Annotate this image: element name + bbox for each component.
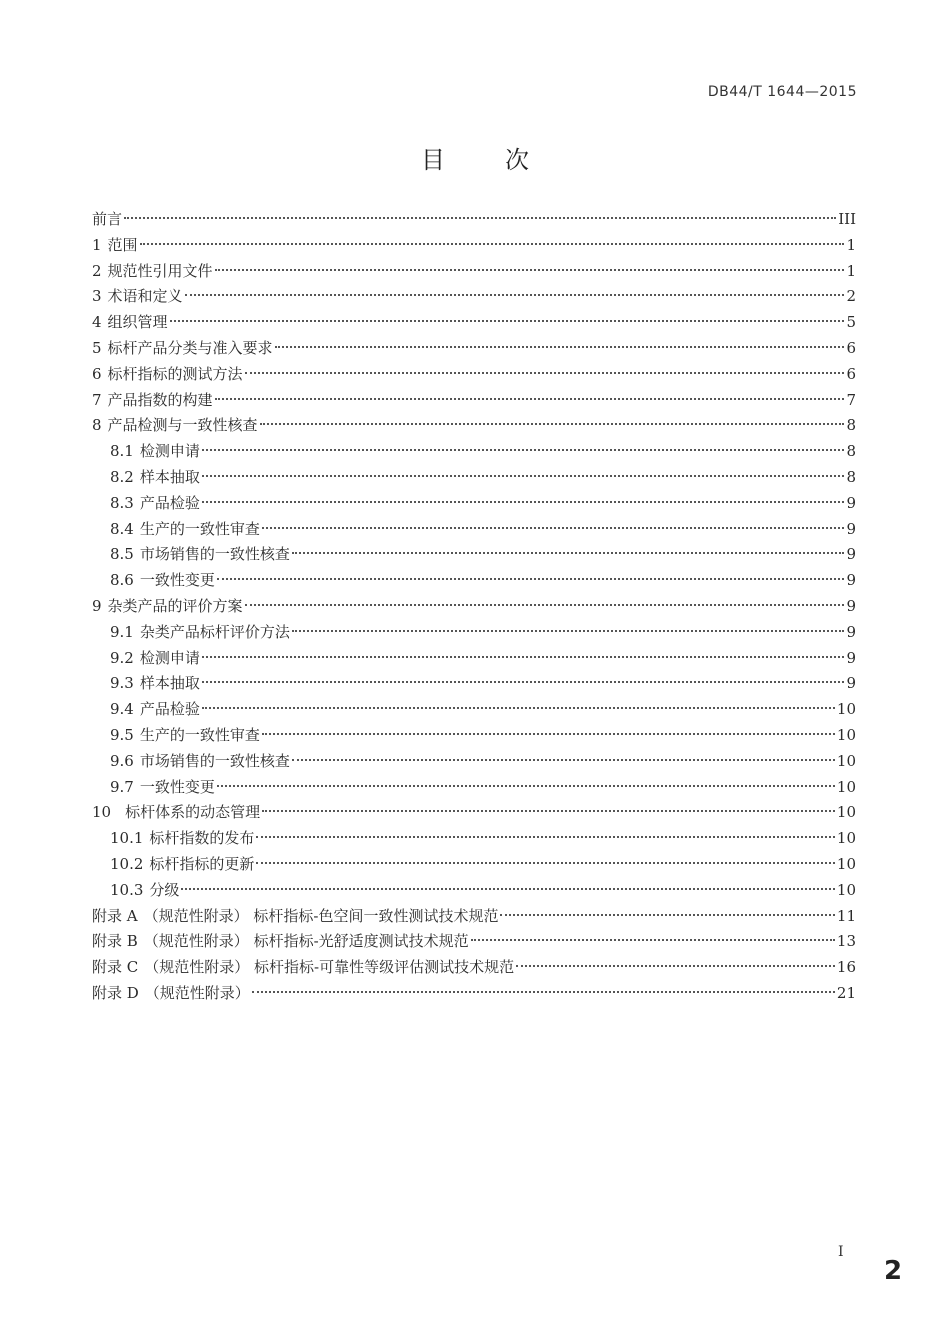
toc-entry[interactable] — [92, 413, 856, 439]
toc-entry[interactable] — [92, 388, 856, 414]
toc-entry-number: 附录 B — [92, 932, 138, 951]
toc-entry-page: 6 — [846, 364, 856, 383]
toc-entry-page: 5 — [846, 313, 856, 332]
toc-entry[interactable] — [92, 491, 856, 517]
toc-entry-number: 9.7 — [110, 777, 134, 796]
dot-leader — [217, 578, 845, 580]
toc-entry-page: 9 — [846, 596, 856, 615]
toc-entry-number: 4 — [92, 313, 102, 332]
toc-entry[interactable] — [92, 439, 856, 465]
toc-entry-label: 产品检验 — [139, 493, 200, 512]
toc-entry[interactable] — [92, 542, 856, 568]
dot-leader — [262, 810, 835, 812]
toc-entry-number: 附录 A — [92, 906, 138, 925]
toc-entry-label: 杂类产品标杆评价方法 — [139, 622, 290, 641]
toc-entry-page: 10 — [836, 725, 856, 744]
dot-leader — [516, 965, 835, 967]
dot-leader — [292, 630, 845, 632]
toc-entry[interactable] — [92, 646, 856, 672]
toc-entry-number: 10.2 — [110, 854, 144, 873]
toc-entry-number: 8 — [92, 416, 102, 435]
toc-entry[interactable] — [92, 207, 856, 233]
dot-leader — [256, 836, 834, 838]
dot-leader — [262, 527, 845, 529]
toc-entry[interactable] — [92, 620, 856, 646]
toc-entry-page: 10 — [836, 880, 856, 899]
dot-leader — [202, 449, 845, 451]
toc-entry-page: 10 — [836, 777, 856, 796]
toc-entry[interactable] — [92, 310, 856, 336]
toc-entry-number: 6 — [92, 364, 102, 383]
toc-entry-label: （规范性附录） — [144, 983, 250, 1002]
toc-entry-number: 10 — [92, 803, 112, 822]
toc-entry[interactable] — [92, 697, 856, 723]
roman-page-number: I — [838, 1244, 844, 1260]
toc-entry[interactable] — [92, 336, 856, 362]
dot-leader — [140, 243, 845, 245]
dot-leader — [124, 217, 836, 219]
dot-leader — [202, 501, 845, 503]
dot-leader — [217, 785, 835, 787]
toc-entry-number: 附录 C — [92, 958, 139, 977]
dot-leader — [256, 862, 834, 864]
toc-entry-page: 10 — [836, 829, 856, 848]
toc-entry-number: 9.1 — [110, 622, 134, 641]
dot-leader — [202, 656, 845, 658]
toc-entry-number: 1 — [92, 235, 102, 254]
toc-entry[interactable] — [92, 826, 856, 852]
toc-entry-page: 2 — [846, 287, 856, 306]
toc-entry[interactable] — [92, 878, 856, 904]
toc-entry-label: 市场销售的一致性核查 — [139, 545, 290, 564]
dot-leader — [215, 269, 845, 271]
document-code: DB44/T 1644—2015 — [707, 84, 857, 100]
dot-leader — [292, 759, 835, 761]
toc-entry-number: 9.5 — [110, 725, 134, 744]
toc-title-char: 目 — [421, 146, 445, 174]
toc-entry-number: 2 — [92, 261, 102, 280]
toc-entry-page: 9 — [846, 674, 856, 693]
toc-entry-page: 9 — [846, 622, 856, 641]
toc-entry-page: 1 — [846, 235, 856, 254]
toc-entry[interactable] — [92, 749, 856, 775]
toc-entry-page: 6 — [846, 338, 856, 357]
dot-leader — [215, 398, 845, 400]
toc-entry-page: 11 — [836, 906, 856, 925]
toc-entry-label: 前言 — [92, 210, 123, 228]
toc-entry-label: 一致性变更 — [139, 777, 215, 796]
dot-leader — [185, 294, 845, 296]
toc-title — [0, 140, 950, 175]
dot-leader — [260, 423, 845, 425]
toc-entry[interactable] — [92, 723, 856, 749]
toc-entry-label: 标杆指标的更新 — [149, 854, 255, 873]
toc-entry-label: 生产的一致性审查 — [139, 519, 260, 538]
toc-entry-number: 9.3 — [110, 674, 134, 693]
toc-entry-label: （规范性附录） 标杆指标-可靠性等级评估测试技术规范 — [144, 958, 515, 977]
toc-entry-label: 规范性引用文件 — [107, 261, 213, 280]
toc-entry-label: 产品检测与一致性核查 — [107, 416, 258, 435]
table-of-contents — [92, 207, 856, 1007]
toc-entry-page: 9 — [846, 493, 856, 512]
toc-entry-label: 产品指数的构建 — [107, 390, 213, 409]
toc-entry-page: 8 — [846, 442, 856, 461]
toc-entry-label: （规范性附录） 标杆指标-色空间一致性测试技术规范 — [143, 906, 499, 925]
toc-entry[interactable] — [92, 852, 856, 878]
dot-leader — [471, 939, 835, 941]
toc-entry-page: 9 — [846, 571, 856, 590]
toc-entry-label: 标杆体系的动态管理 — [125, 803, 261, 822]
dot-leader — [181, 888, 834, 890]
dot-leader — [202, 707, 835, 709]
toc-entry-number: 9.6 — [110, 751, 134, 770]
toc-title-char: 次 — [505, 146, 529, 174]
toc-entry-label: 生产的一致性审查 — [139, 725, 260, 744]
toc-entry-label: 标杆产品分类与准入要求 — [107, 338, 273, 357]
toc-entry-number: 10.3 — [110, 880, 144, 899]
toc-entry-label: 检测申请 — [139, 648, 200, 667]
toc-entry[interactable] — [92, 568, 856, 594]
dot-leader — [275, 346, 845, 348]
toc-entry-label: 样本抽取 — [139, 467, 200, 486]
toc-entry-label: （规范性附录） 标杆指标-光舒适度测试技术规范 — [143, 932, 469, 951]
toc-entry-page: 13 — [836, 932, 856, 951]
toc-entry-label: 检测申请 — [139, 442, 200, 461]
toc-entry-page: 10 — [836, 854, 856, 873]
dot-leader — [262, 733, 835, 735]
dot-leader — [245, 372, 845, 374]
toc-entry-label: 标杆指数的发布 — [149, 829, 255, 848]
dot-leader — [292, 552, 845, 554]
toc-entry-number: 5 — [92, 338, 102, 357]
toc-entry-number: 9.2 — [110, 648, 134, 667]
toc-entry-number: 附录 D — [92, 983, 139, 1002]
toc-entry-number: 7 — [92, 390, 102, 409]
toc-entry[interactable] — [92, 517, 856, 543]
toc-entry-number: 8.2 — [110, 467, 134, 486]
toc-entry-label: 标杆指标的测试方法 — [107, 364, 243, 383]
toc-entry[interactable] — [92, 955, 856, 981]
toc-entry-number: 8.4 — [110, 519, 134, 538]
page-number-mark: 2 — [884, 1256, 903, 1286]
dot-leader — [500, 914, 834, 916]
toc-entry[interactable] — [92, 981, 856, 1007]
toc-entry[interactable] — [92, 259, 856, 285]
dot-leader — [245, 604, 845, 606]
toc-entry-page: 8 — [846, 467, 856, 486]
toc-entry-page: 9 — [846, 648, 856, 667]
toc-entry-label: 一致性变更 — [139, 571, 215, 590]
toc-entry-number: 3 — [92, 287, 102, 306]
toc-entry-page: 16 — [836, 958, 856, 977]
toc-entry[interactable] — [92, 929, 856, 955]
toc-entry-number: 9.4 — [110, 700, 134, 719]
toc-entry-label: 组织管理 — [107, 313, 168, 332]
toc-entry-page: 7 — [846, 390, 856, 409]
dot-leader — [202, 681, 845, 683]
toc-entry[interactable] — [92, 233, 856, 259]
toc-entry[interactable] — [92, 284, 856, 310]
toc-entry-label: 分级 — [149, 880, 180, 899]
toc-entry-number: 10.1 — [110, 829, 144, 848]
dot-leader — [170, 320, 845, 322]
toc-entry[interactable] — [92, 904, 856, 930]
toc-entry-page: III — [838, 210, 856, 228]
toc-entry-page: 9 — [846, 519, 856, 538]
toc-entry-number: 8.6 — [110, 571, 134, 590]
dot-leader — [202, 475, 845, 477]
toc-entry-label: 杂类产品的评价方案 — [107, 596, 243, 615]
toc-entry-page: 8 — [846, 416, 856, 435]
toc-entry-page: 9 — [846, 545, 856, 564]
toc-entry[interactable] — [92, 800, 856, 826]
dot-leader — [252, 991, 835, 993]
toc-entry[interactable] — [92, 465, 856, 491]
toc-entry[interactable] — [92, 594, 856, 620]
toc-entry-page: 1 — [846, 261, 856, 280]
toc-entry-number: 8.3 — [110, 493, 134, 512]
toc-entry-page: 10 — [836, 803, 856, 822]
toc-entry-page: 10 — [836, 700, 856, 719]
toc-entry-label: 范围 — [107, 235, 138, 254]
toc-entry[interactable] — [92, 671, 856, 697]
toc-entry-number: 9 — [92, 596, 102, 615]
toc-entry-number: 8.1 — [110, 442, 134, 461]
toc-entry-number: 8.5 — [110, 545, 134, 564]
toc-entry[interactable] — [92, 362, 856, 388]
toc-entry-page: 10 — [836, 751, 856, 770]
toc-entry[interactable] — [92, 775, 856, 801]
toc-entry-label: 产品检验 — [139, 700, 200, 719]
toc-entry-label: 样本抽取 — [139, 674, 200, 693]
toc-entry-page: 21 — [836, 983, 856, 1002]
toc-entry-label: 市场销售的一致性核查 — [139, 751, 290, 770]
toc-entry-label: 术语和定义 — [107, 287, 183, 306]
